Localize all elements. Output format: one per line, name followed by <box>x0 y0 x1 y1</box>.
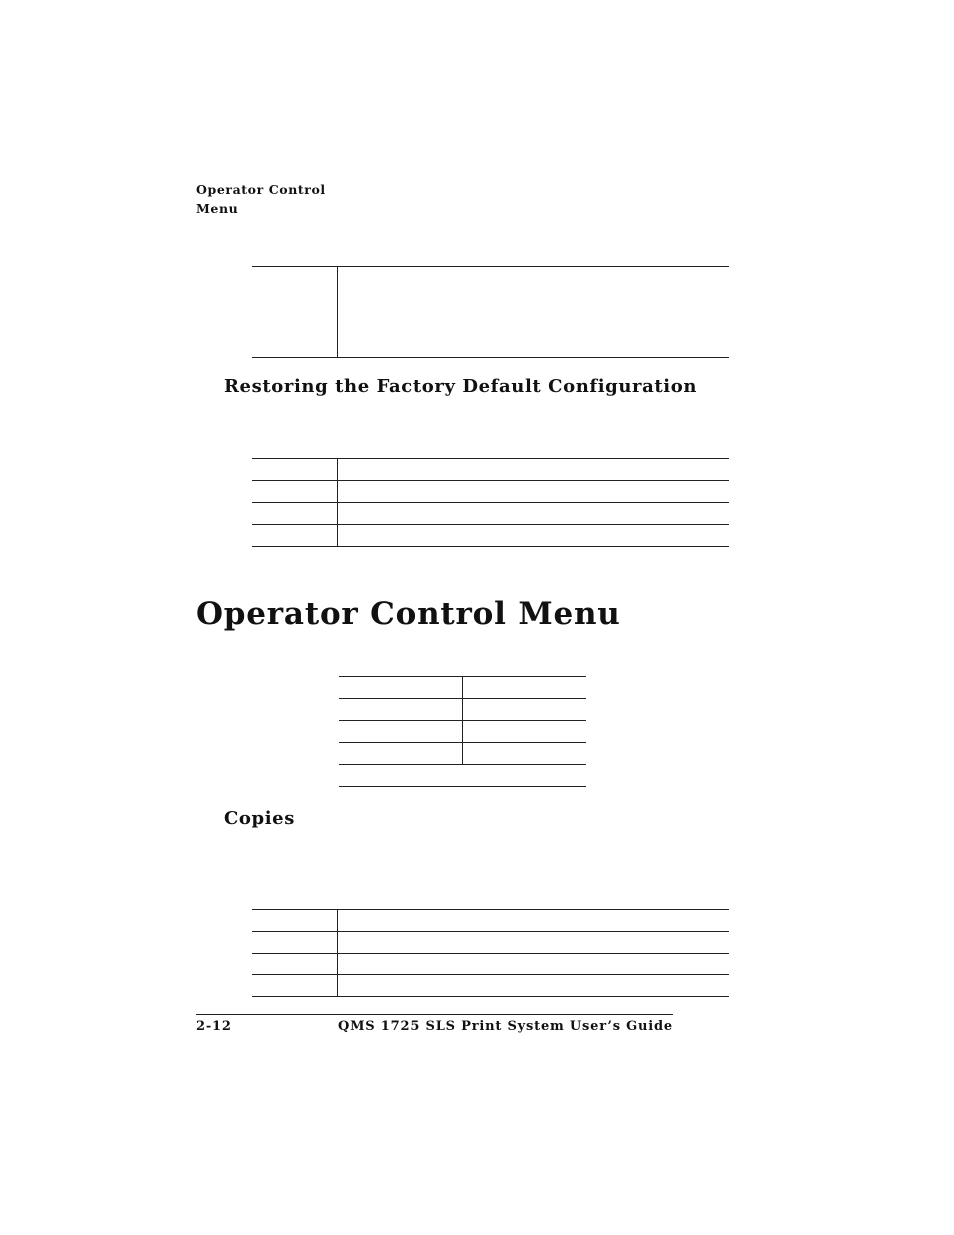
chapter-title: Operator Control Menu <box>196 596 621 632</box>
table-rule <box>252 458 729 459</box>
section-heading-copies: Copies <box>224 808 295 829</box>
note-box-bottom-rule <box>252 357 729 358</box>
note-box-divider <box>337 266 338 357</box>
running-head <box>196 180 326 218</box>
book-title: QMS 1725 SLS Print System User’s Guide <box>337 1019 673 1034</box>
running-head-line-2: Menu <box>196 201 239 216</box>
table-column-divider <box>462 676 463 764</box>
table-rule <box>252 974 729 975</box>
table-rule <box>252 996 729 997</box>
table-column-divider <box>337 909 338 996</box>
table-rule <box>252 546 729 547</box>
section-heading-restore: Restoring the Factory Default Configuration <box>224 376 698 397</box>
footer-rule <box>196 1014 673 1015</box>
page-number: 2-12 <box>196 1019 232 1034</box>
table-rule <box>339 764 586 765</box>
table-rule <box>252 502 729 503</box>
table-rule <box>252 953 729 954</box>
note-box-top-rule <box>252 266 729 267</box>
table-rule <box>339 786 586 787</box>
table-rule <box>252 909 729 910</box>
table-column-divider <box>337 458 338 546</box>
table-rule <box>252 480 729 481</box>
running-head-line-1: Operator Control <box>196 182 326 197</box>
table-rule <box>252 524 729 525</box>
table-rule <box>252 931 729 932</box>
